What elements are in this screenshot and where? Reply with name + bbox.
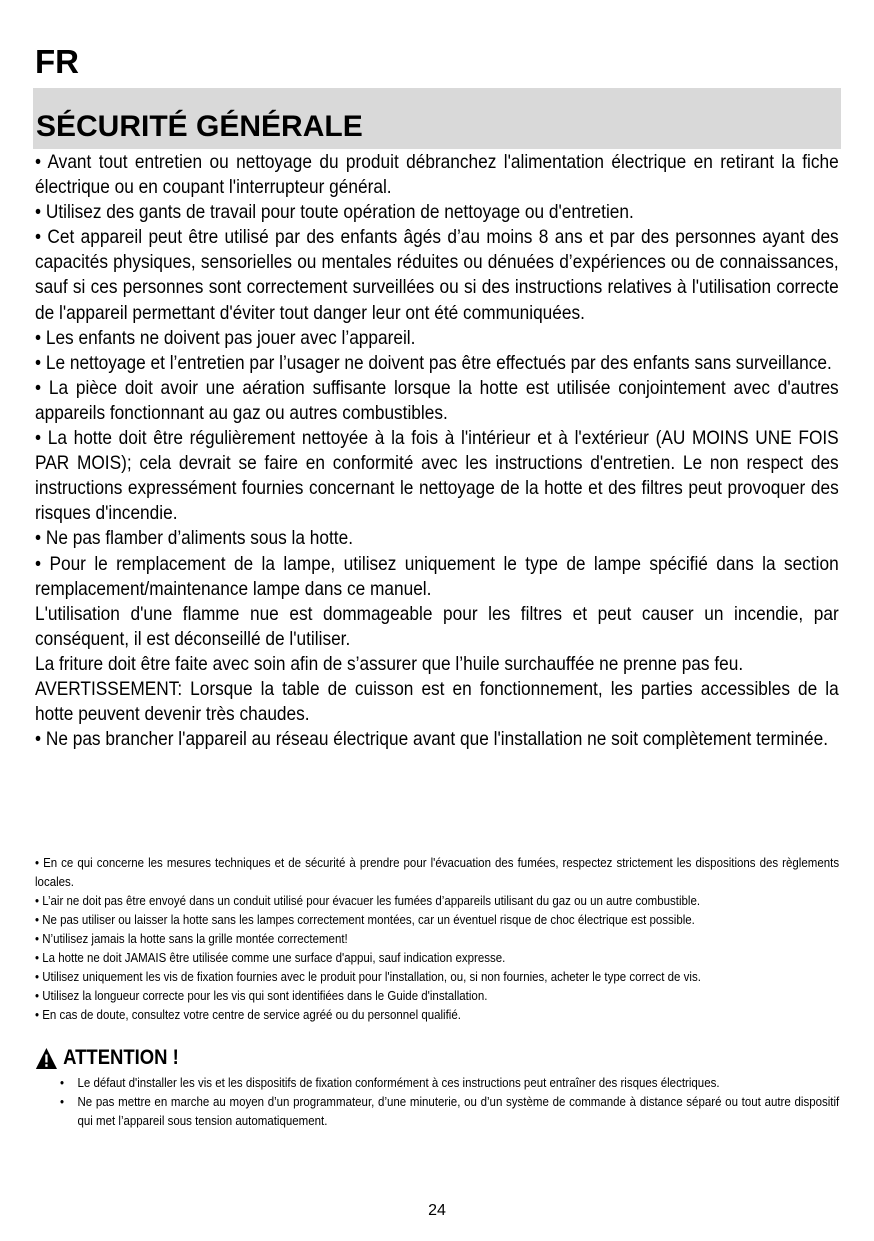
attention-heading — [35, 1043, 179, 1073]
attention-title: ATTENTION ! — [63, 1046, 179, 1069]
installation-paragraph: • La hotte ne doit JAMAIS être utilisée comme une surface d'appui, sauf indication expresse. — [35, 951, 506, 965]
safety-paragraph: • Cet appareil peut être utilisé par des enfants âgés d’au moins 8 ans et par des personnes ayant des capacités physiques, sensorielles ou mentales réduites ou dénuées d’expériences ou de connaissances, sauf si ces personnes sont correctement surveillées ou si des instructions relatives à l'utilisation correcte de l'appareil permettant d'éviter tout danger leur ont été communiquées. — [35, 227, 839, 324]
safety-paragraph: • Le nettoyage et l’entretien par l’usager ne doivent pas être effectués par des enfants sans surveillance. — [35, 352, 832, 374]
safety-paragraph: • La pièce doit avoir une aération suffisante lorsque la hotte est utilisée conjointement avec d'autres appareils fonctionnant au gaz ou autres combustibles. — [35, 377, 839, 424]
safety-paragraph: • Ne pas brancher l'appareil au réseau électrique avant que l'installation ne soit complètement terminée. — [35, 729, 829, 751]
attention-item-text: Le défaut d'installer les vis et les dispositifs de fixation conformément à ces instructions peut entraîner des risques électriques. — [77, 1076, 720, 1090]
section-title-bar — [33, 88, 841, 149]
attention-item-text: Ne pas mettre en marche au moyen d’un programmateur, d’une minuterie, ou d’un système de commande à distance séparé ou tout autre dispositif qui met l’appareil sous tension automatiquement. — [77, 1095, 840, 1128]
installation-paragraph: • Utilisez uniquement les vis de fixation fournies avec le produit pour l'installation, ou, si non fournies, acheter le type correct de vis. — [35, 970, 701, 984]
safety-paragraph: • Ne pas flamber d’aliments sous la hotte. — [35, 528, 354, 550]
safety-paragraph: AVERTISSEMENT: Lorsque la table de cuisson est en fonctionnement, les parties accessibles de la hotte peuvent devenir très chaudes. — [35, 678, 839, 726]
attention-item — [60, 1093, 839, 1131]
attention-item — [60, 1074, 839, 1093]
section-title: SÉCURITÉ GÉNÉRALE — [36, 110, 363, 143]
page-number: 24 — [428, 1202, 446, 1219]
safety-instructions — [35, 150, 839, 752]
safety-paragraph: • Utilisez des gants de travail pour toute opération de nettoyage ou d'entretien. — [35, 202, 634, 224]
installation-paragraph: • L’air ne doit pas être envoyé dans un conduit utilisé pour évacuer les fumées d’appareils utilisant du gaz ou un autre combustible. — [35, 894, 701, 908]
bullet: • — [60, 1095, 65, 1109]
language-code: FR — [35, 43, 79, 80]
installation-paragraph: • N’utilisez jamais la hotte sans la grille montée correctement! — [35, 932, 348, 946]
installation-paragraph: • Utilisez la longueur correcte pour les vis qui sont identifiées dans le Guide d'installation. — [35, 989, 488, 1003]
installation-paragraph: • En cas de doute, consultez votre centre de service agréé ou du personnel qualifié. — [35, 1008, 461, 1022]
installation-instructions — [35, 854, 839, 1025]
safety-paragraph: L'utilisation d'une flamme nue est dommageable pour les filtres et peut causer un incendie, par conséquent, il est déconseillé de l'utiliser. — [35, 603, 839, 650]
attention-list — [60, 1074, 839, 1131]
bullet: • — [60, 1076, 65, 1090]
safety-paragraph: • La hotte doit être régulièrement nettoyée à la fois à l'intérieur et à l'extérieur (AU MOINS UNE FOIS PAR MOIS); cela devrait se faire en conformité avec les instructions d'entretien. Le non respect des instructions expressément fournies concernant le nettoyage de la hotte et des filtres peut provoquer des risques d'incendie. — [35, 428, 839, 525]
safety-paragraph: • Pour le remplacement de la lampe, utilisez uniquement le type de lampe spécifié dans la section remplacement/maintenance lampe dans ce manuel. — [35, 553, 839, 600]
safety-paragraph: La friture doit être faite avec soin afin de s’assurer que l’huile surchauffée ne prenne pas feu. — [35, 653, 744, 675]
installation-paragraph: • Ne pas utiliser ou laisser la hotte sans les lampes correctement montées, car un éventuel risque de choc électrique est possible. — [35, 913, 695, 927]
safety-paragraph: • Avant tout entretien ou nettoyage du produit débranchez l'alimentation électrique en retirant la fiche électrique ou en coupant l'interrupteur général. — [35, 152, 839, 199]
installation-paragraph: • En ce qui concerne les mesures techniques et de sécurité à prendre pour l'évacuation des fumées, respectez strictement les dispositions des règlements locales. — [35, 856, 840, 889]
safety-paragraph: • Les enfants ne doivent pas jouer avec l’appareil. — [35, 327, 416, 349]
warning-triangle-icon — [35, 1047, 58, 1070]
